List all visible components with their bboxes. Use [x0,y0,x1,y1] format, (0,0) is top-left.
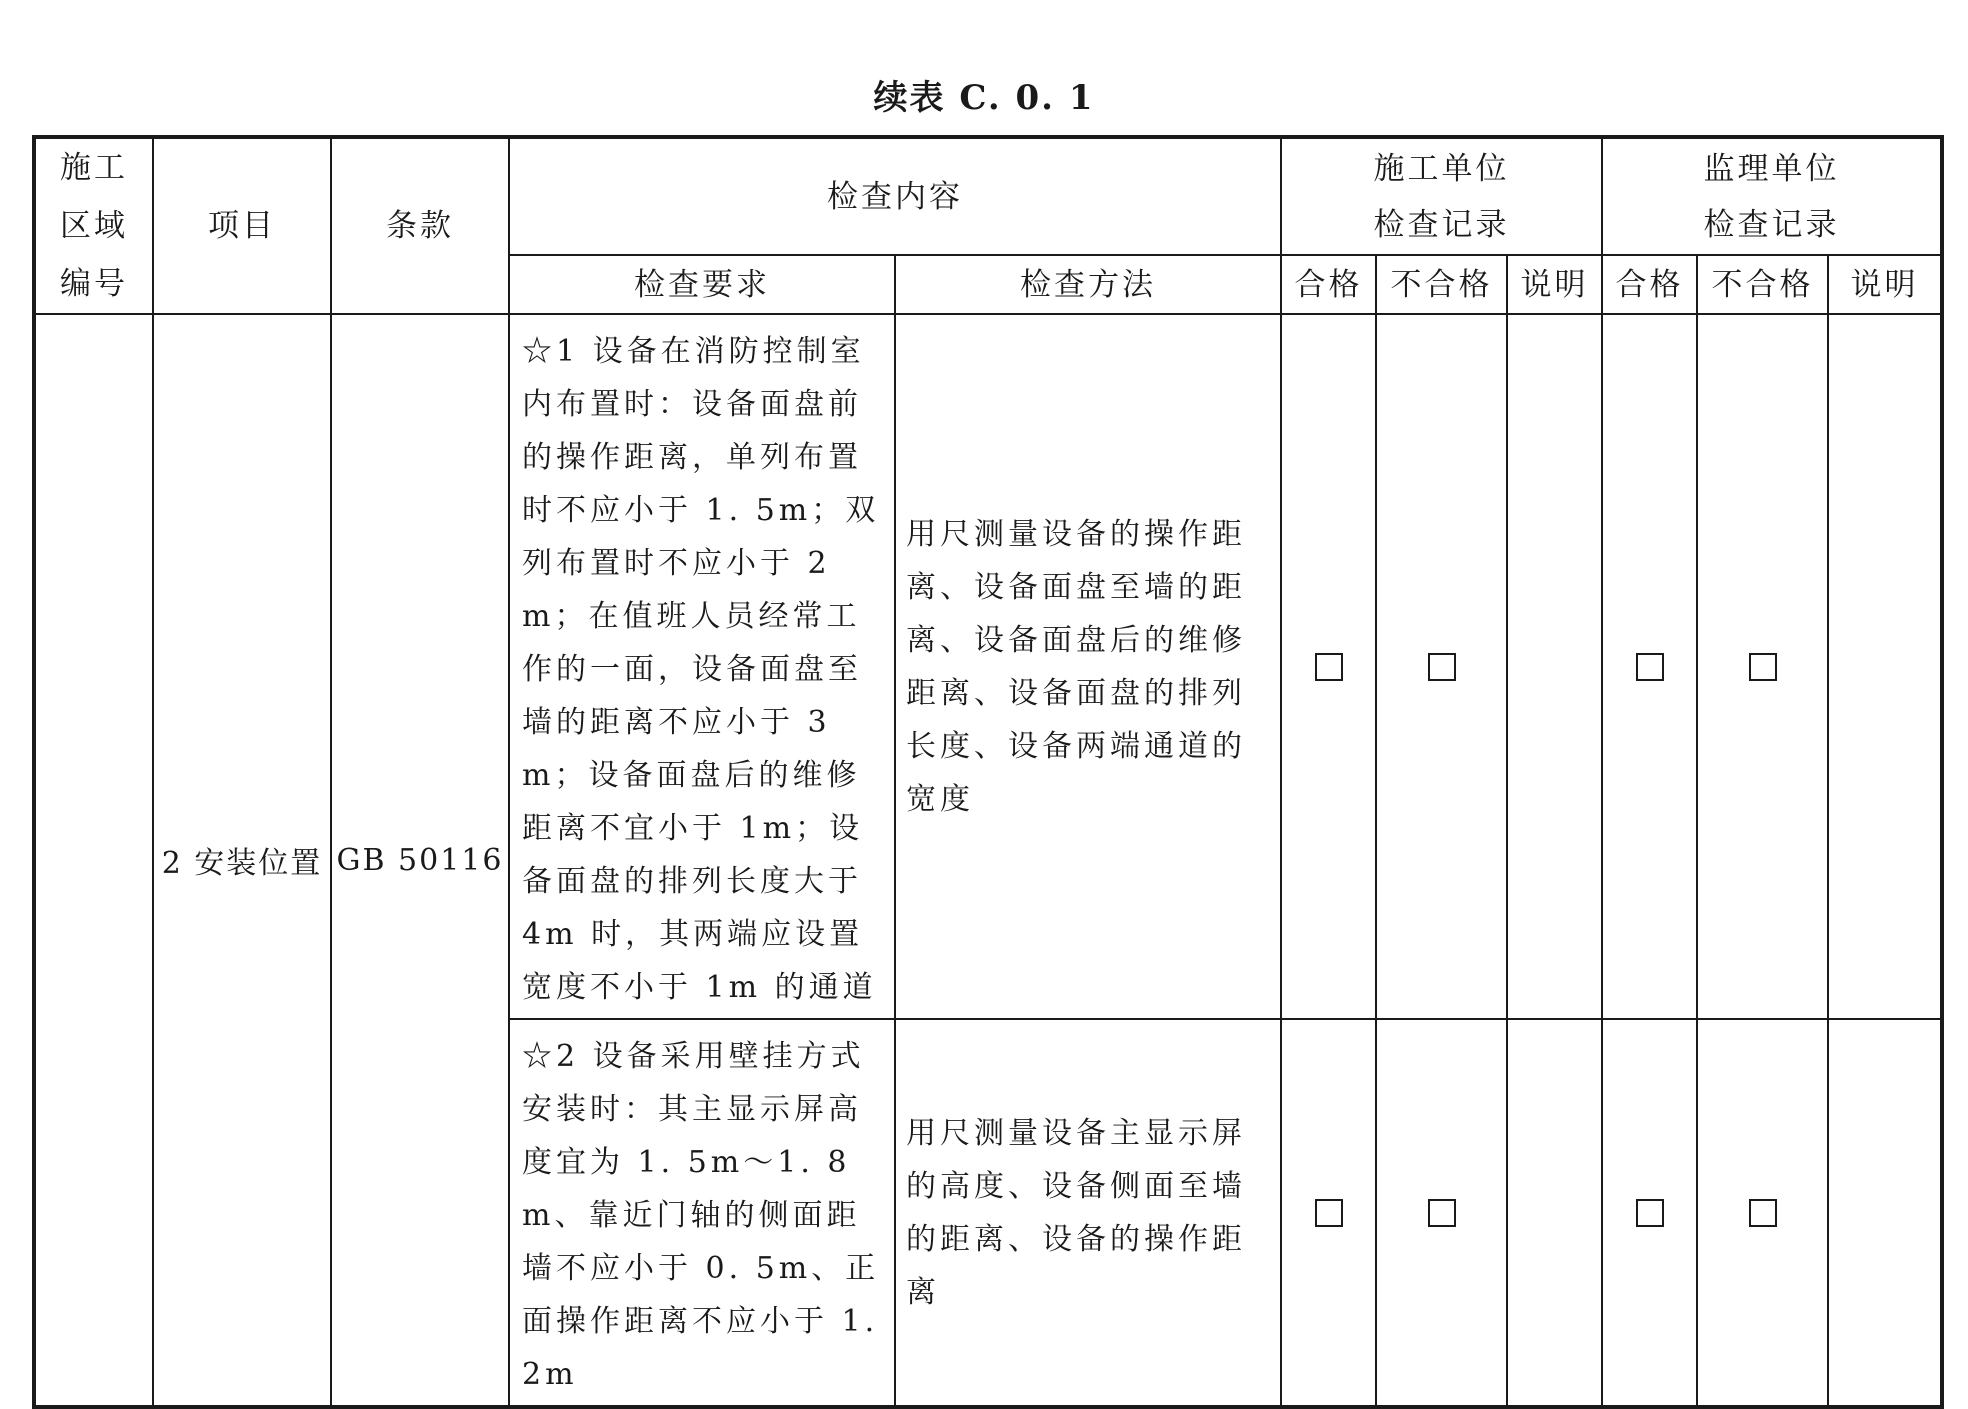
header-constructor-fail: 不合格 [1376,255,1507,314]
header-supervisor-pass: 合格 [1602,255,1697,314]
header-content: 检查内容 [509,137,1281,255]
header-constructor-record: 施工单位 检查记录 [1281,137,1602,255]
supervisor-pass-cell[interactable] [1602,314,1697,1019]
table-row [34,314,1942,1019]
requirement-cell: ☆1 设备在消防控制室内布置时：设备面盘前的操作距离，单列布置时不应小于 1. 5m；双列布置时不应小于 2m；在值班人员经常工作的一面，设备面盘至墙的距离不应小于 3m；设备面盘后的维修距离不宜小于 1m；设备面盘的排列长度大于 4m 时，其两端应设置宽度不小于 1m 的通道 [509,314,895,1019]
header-supervisor-note: 说明 [1828,255,1942,314]
checkbox[interactable] [1749,653,1777,681]
constructor-pass-cell[interactable] [1281,1019,1376,1407]
header-supervisor-fail: 不合格 [1697,255,1828,314]
checkbox[interactable] [1749,1199,1777,1227]
table-title: 续表 C. 0. 1 [873,78,1095,118]
supervisor-pass-cell[interactable] [1602,1019,1697,1407]
area-no-cell [34,314,153,1407]
inspection-table [32,135,1944,1409]
constructor-pass-cell[interactable] [1281,314,1376,1019]
header-item: 项目 [153,137,331,314]
constructor-note-cell[interactable] [1507,314,1602,1019]
header-area-no: 施工 区域 编号 [34,137,153,314]
supervisor-fail-cell[interactable] [1697,1019,1828,1407]
header-constructor-note: 说明 [1507,255,1602,314]
method-cell: 用尺测量设备主显示屏的高度、设备侧面至墙的距离、设备的操作距离 [895,1019,1281,1407]
constructor-fail-cell[interactable] [1376,314,1507,1019]
header-requirement: 检查要求 [509,255,895,314]
header-row-1 [34,137,1942,255]
header-constructor-pass: 合格 [1281,255,1376,314]
header-clause: 条款 [331,137,509,314]
header-supervisor-record: 监理单位 检查记录 [1602,137,1942,255]
checkbox[interactable] [1636,653,1664,681]
header-method: 检查方法 [895,255,1281,314]
constructor-fail-cell[interactable] [1376,1019,1507,1407]
supervisor-fail-cell[interactable] [1697,314,1828,1019]
checkbox[interactable] [1428,1199,1456,1227]
checkbox[interactable] [1636,1199,1664,1227]
checkbox[interactable] [1315,653,1343,681]
checkbox[interactable] [1315,1199,1343,1227]
checkbox[interactable] [1428,653,1456,681]
method-cell: 用尺测量设备的操作距离、设备面盘至墙的距离、设备面盘后的维修距离、设备面盘的排列长度、设备两端通道的宽度 [895,314,1281,1019]
supervisor-note-cell[interactable] [1828,1019,1942,1407]
requirement-cell: ☆2 设备采用壁挂方式安装时：其主显示屏高度宜为 1. 5m～1. 8m、靠近门轴的侧面距墙不应小于 0. 5m、正面操作距离不应小于 1. 2m [509,1019,895,1407]
supervisor-note-cell[interactable] [1828,314,1942,1019]
clause-cell: GB 50116 [331,314,509,1407]
item-cell: 2 安装位置 [153,314,331,1407]
constructor-note-cell[interactable] [1507,1019,1602,1407]
